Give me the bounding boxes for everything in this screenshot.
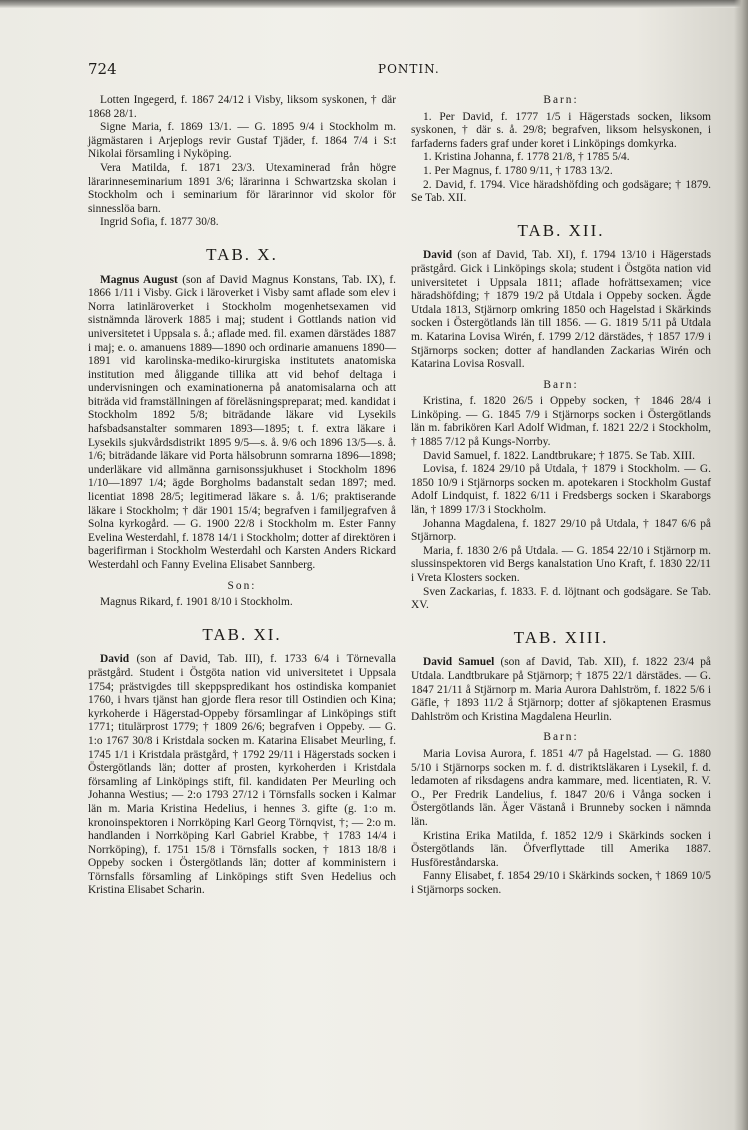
entry-maria-lovisa-aurora: Maria Lovisa Aurora, f. 1851 4/7 på Hagelstad. — G. 1880 5/10 i Stjärnorps socken m. f. d. distriktsläkaren i Lysekil, f. d. ledamoten af riksdagens andra kammare, med. licentiaten, R. V. O., Per Fredrik Landelius, f. 1847 20/6 i Vånga socken i Östergötlands län. Äger Västanå i Brunneby socken i nämnda län.: [411, 747, 711, 828]
entry-fanny-elisabet: Fanny Elisabet, f. 1854 29/10 i Skärkinds socken, † 1869 10/5 i Stjärnorps socken.: [411, 870, 711, 896]
entry-david-1733: [88, 653, 396, 898]
tab-x-heading: TAB. X.: [206, 244, 278, 264]
entry-kristina-erika: Kristina Erika Matilda, f. 1852 12/9 i Skärkinds socken i Östergötlands län. Öfverflyttade till Amerika 1887. Husföreståndarska.: [411, 829, 711, 869]
right-column: [411, 94, 711, 897]
tab-xi-heading: TAB. XI.: [202, 624, 282, 644]
barn-label: Barn:: [543, 378, 579, 391]
entry-david-1794: 2. David, f. 1794. Vice häradshöfding och godsägare; † 1879. Se Tab. XII.: [411, 178, 711, 205]
entry-magnus-rikard: Magnus Rikard, f. 1901 8/10 i Stockholm.: [100, 596, 293, 609]
entry-ingrid: Ingrid Sofia, f. 1877 30/8.: [100, 216, 219, 229]
tab-xiii-heading: TAB. XIII.: [513, 627, 609, 647]
entry-lovisa: Lovisa, f. 1824 29/10 på Utdala, † 1879 i Stockholm. — G. 1850 10/9 i Stjärnorps socken m. apotekaren i Stockholm Gustaf Adolf Lindquist, f. 1822 6/11 i Fredsbergs socken i Skaraborgs län, † 1899 17/3 i Stockholm.: [411, 463, 711, 517]
entry-name: David: [423, 249, 453, 262]
entry-per-magnus: 1. Per Magnus, f. 1780 9/11, † 1783 13/2.: [423, 164, 613, 177]
entry-maria: Maria, f. 1830 2/6 på Utdala. — G. 1854 22/10 i Stjärnorp m. slussinspektoren vid Bergs kanalstation Uno Kraft, f. 1830 22/11 i Vreta Klosters socken.: [411, 544, 711, 584]
page-header: [88, 60, 718, 80]
barn-label: Barn:: [543, 731, 579, 744]
entry-name: David Samuel: [423, 656, 495, 669]
entry-lotten: Lotten Ingegerd, f. 1867 24/12 i Visby, liksom syskonen, † där 1868 28/1.: [88, 94, 396, 120]
entry-david-xii: [411, 249, 711, 371]
entry-text: (son af David, Tab. III), f. 1733 6/4 i Törnevalla prästgård. Student i Östgöta nation vid universitetet i Uppsala 1754; prästvigdes till skeppspredikant hos ostindiska kompaniet 1760, i hvars tjänst han gjorde flera resor till Ostindien och Kina; kyrkoherde i Hägerstad-Oppeby församlingar af Linköpings stift 1771; titulärprost 1779; † 1809 26/6; begrafven i Oppeby. — G. 1:o 1767 30/8 i Kristdala socken m. Katarina Elisabet Meurling, f. 1745 1/1 i Kristdala prästgård, † 1792 29/11 i Hägerstads socken i Östergötlands län; dotter af prosten, kyrkoherden i Kristdala församling af Linköpings stift, fil. kandidaten Per Meurling och Johanna Westius; — 2:o 1793 27/12 i Törnsfalls socken i Kalmar län m. Maria Kristina Hedelius, i hennes 3. gifte (g. 1:o m. kronoinspektoren i Norrköping Karl Georg Törnqvist, †; — 2:o m. handlanden i Norrköping Karl Gabriel Krabbe, † 1783 14/4 i Norrköping), f. 1751 15/8 i Törnsfalls socken, † 1813 18/8 i Oppeby socken i Östergötlands län; dotter af komministern i Törnsfalls församling af Linköpings stift Sven Hedelius och Kristina Elisabet Scharin.: [88, 653, 396, 897]
entry-per-david: 1. Per David, f. 1777 1/5 i Hägerstads socken, liksom syskonen, † där s. å. 29/8; begrafven, liksom helsyskonen, i farfaderns faders graf under koret i Linköpings domkyrka.: [411, 110, 711, 150]
entry-johanna-magdalena: Johanna Magdalena, f. 1827 29/10 på Utdala, † 1847 6/6 på Stjärnorp.: [411, 517, 711, 544]
entry-david-samuel: David Samuel, f. 1822. Landtbrukare; † 1875. Se Tab. XIII.: [423, 449, 695, 462]
entry-magnus-august: [88, 274, 396, 573]
entry-signe: Signe Maria, f. 1869 13/1. — G. 1895 9/4 i Stockholm m. jägmästaren i Arjeplogs revir Gustaf Tjäder, f. 1864 7/4 i S:t Nikolai församling i Nyköping.: [88, 121, 396, 161]
entry-kristina: Kristina, f. 1820 26/5 i Oppeby socken, † 1846 28/4 i Linköping. — G. 1845 7/9 i Stjärnorps socken i Östergötlands län m. fabrikören Karl Adolf Widman, f. 1821 22/2 i Stockholm, † 1885 7/12 på Kungs-Norrby.: [411, 395, 711, 449]
entry-text: (son af David, Tab. XI), f. 1794 13/10 i Hägerstads prästgård. Gick i Linköpings skola; student i Östgöta nation vid universitetet i Uppsala 1811; aflade hofrättsexamen; vice häradshöfding; † 1879 19/2 på Utdala i Oppeby socken. Ägde Utdala 1813, Stjärnorp omkring 1850 och Hagelstad i Skärkinds socken i Östergötlands län till 1856. — G. 1819 5/11 på Utdala m. Katarina Lovisa Wirén, f. 1799 2/12 därstädes, † 1857 17/9 i Stjärnorps socken; dotter af handlanden Zackarias Wirén och Katarina Lovisa Rosvall.: [411, 249, 711, 371]
entry-david-samuel-xiii: [411, 656, 711, 724]
entry-text: (son af David, Tab. XII), f. 1822 23/4 på Utdala. Landtbrukare på Stjärnorp; † 1875 22/1 därstädes. — G. 1847 21/11 å Stjärnorp m. Maria Aurora Dahlström, f. 1822 5/6 i Gäfle, † 1893 11/2 å Stjärnorp; dotter af sjökaptenen Erasmus Dahlström och Kristina Magdalena Heurlin.: [411, 656, 711, 723]
entry-text: (son af David Magnus Konstans, Tab. IX), f. 1866 1/11 i Visby. Gick i läroverket i Visby samt aflade som elev i Norra latinläroverket i Stockholm mogenhetsexamen vid sistnämnda läroverk 1885 i maj; student i Gottlands nation vid universitetet i Uppsala s. å.; aflade med. fil. examen därstädes 1887 i maj; e. o. amanuens 1889—1890 och ordinarie amanuens 1890—1891 vid karolinska-mediko-kirurgiska institutets anatomiska institution med åliggande tillika att vid behof deltaga i undervisningen och examinationerna på anatomisalarna och att biträda vid framställningen af föreläsningspreparat; med. kandidat i Stockholm 1892 5/8; biträdande läkare vid Lysekils hafsbadsanstalter sommaren 1893—1895; t. f. extra läkare i Lysekils sjukvårdsdistrikt 1895 9/5—s. å. 9/6 och 1896 13/5—s. å. 1/6; biträdande läkare vid Porta hälsobrunn somrarna 1896—1898; underläkare vid allmänna garnisonssjukhuset i Stockholm 1896 1/10—1897 1/4; ägde Borgholms badanstalt sedan 1897; med. licentiat 1898 28/5; legitimerad läkare s. å. 1/6; praktiserande läkare i Stockholm; † där 1901 15/4; begrafven i familjegrafven å Solna kyrkogård. — G. 1900 22/8 i Stockholm m. Ester Fanny Evelina Westerdahl, f. 1878 14/1 i Stockholm; dotter af direktören i bagerifirman i Stockholm Westerdahl och Karsten Anders Rickard Westerdahl och Fanny Evelina Elisabet Sannberg.: [88, 273, 397, 571]
running-title: PONTIN.: [378, 62, 440, 76]
scan-edge-top: [0, 0, 748, 8]
entry-name: David: [100, 653, 130, 666]
page-gutter-shadow: [734, 0, 748, 1130]
entry-kristina-johanna: 1. Kristina Johanna, f. 1778 21/8, † 1785 5/4.: [423, 151, 630, 164]
son-label: Son:: [227, 579, 257, 592]
left-column: [88, 94, 396, 898]
tab-xii-heading: TAB. XII.: [517, 220, 605, 240]
entry-name: Magnus August: [100, 273, 178, 286]
page-number: 724: [88, 60, 117, 78]
barn-label: Barn:: [543, 94, 579, 106]
entry-vera: Vera Matilda, f. 1871 23/3. Utexaminerad från högre lärarinneseminarium 1891 3/6; lärarinna i Schwartzska skolan i Stockholm och i seminarium för lärarinnor vid skolor för sinnesslöa barn.: [88, 161, 396, 215]
entry-sven-zackarias: Sven Zackarias, f. 1833. F. d. löjtnant och godsägare. Se Tab. XV.: [411, 585, 711, 612]
